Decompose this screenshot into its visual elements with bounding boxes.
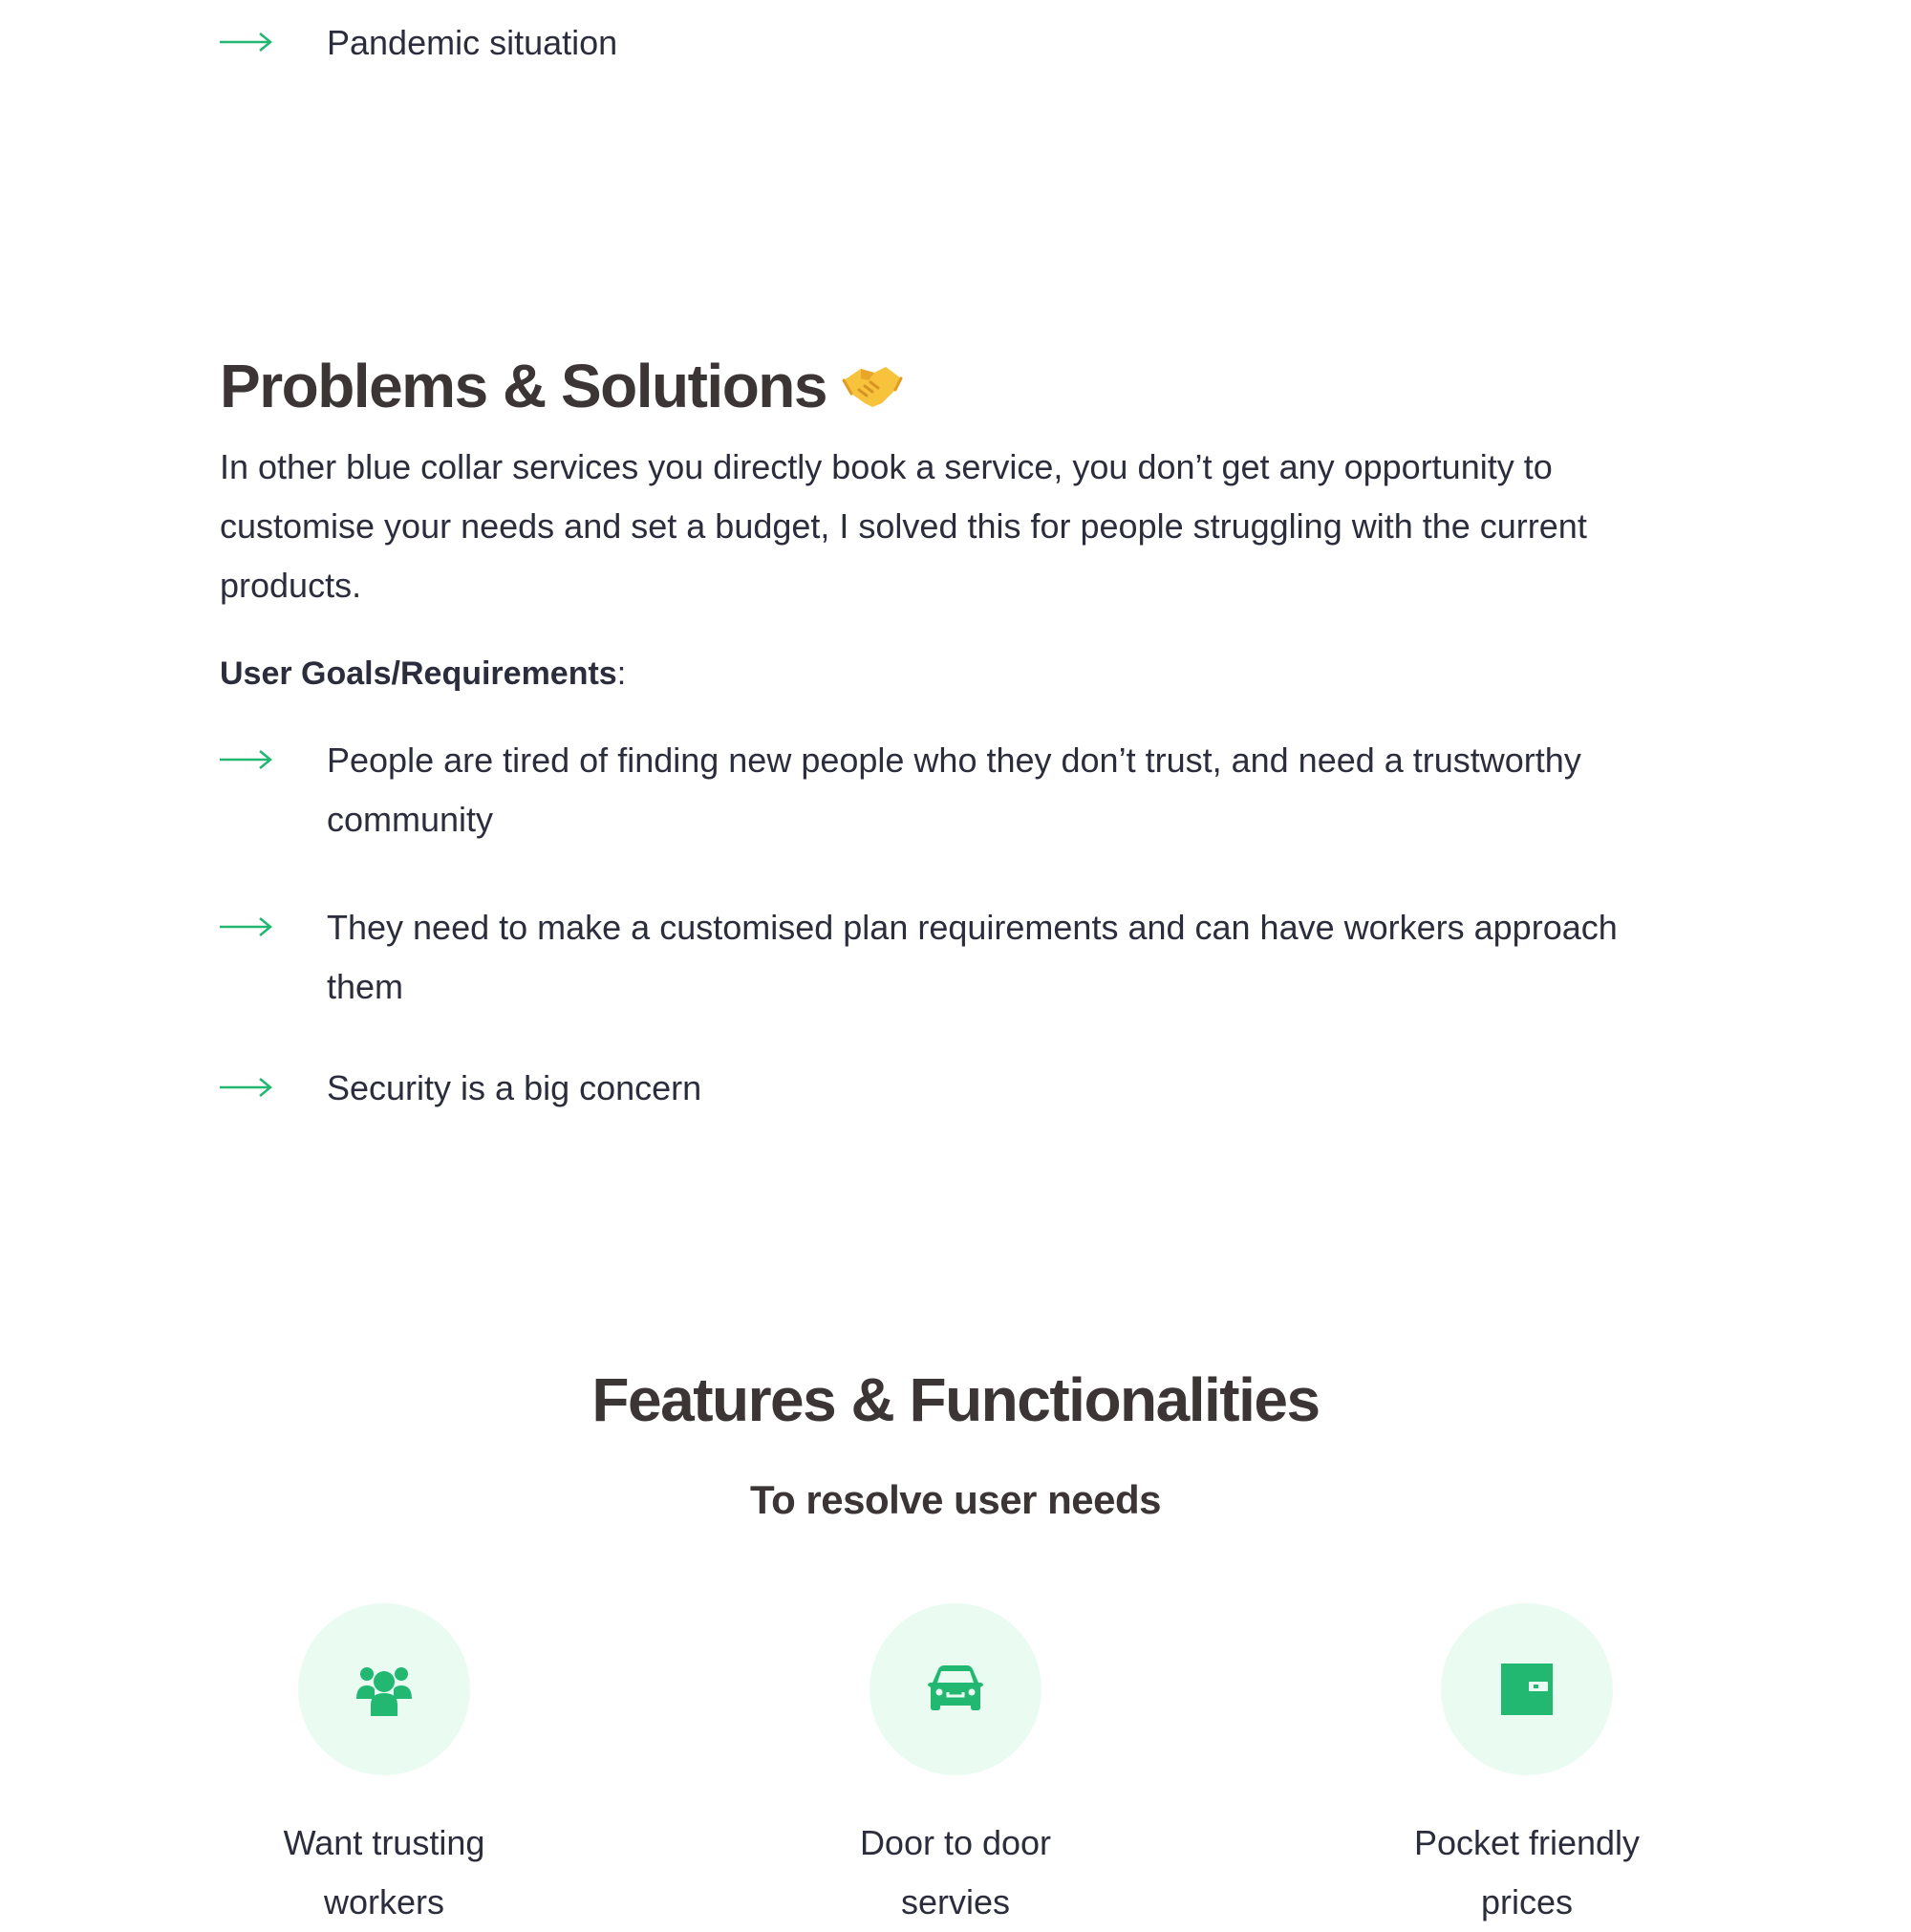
list-item-text: Security is a big concern: [327, 1068, 702, 1107]
problems-intro: In other blue collar services you directly book a service, you don’t get any opportunity to customise your needs and set a budget, I solved this for people struggling with the current products.: [220, 447, 1587, 605]
right-arrow-icon: [220, 748, 273, 771]
feature-label-line: servies: [900, 1882, 1011, 1921]
feature-icon-circle: [298, 1603, 470, 1775]
features-heading: Features & Functionalities: [591, 1365, 1320, 1434]
feature-label-line: Door to door: [859, 1823, 1052, 1862]
list-item: [220, 13, 1693, 73]
right-arrow-icon: [220, 31, 273, 54]
list-item: [220, 898, 1693, 1017]
list-item-text: Pandemic situation: [327, 23, 618, 62]
list-item: [220, 1059, 1693, 1118]
feature-icon-circle: [1441, 1603, 1613, 1775]
handshake-icon: [840, 361, 905, 411]
feature-label: [784, 1814, 1127, 1932]
feature-card-door-to-door: [784, 1603, 1127, 1932]
feature-label-line: workers: [323, 1882, 445, 1921]
goals-label-bold: User Goals/Requirements: [220, 655, 617, 692]
right-arrow-icon: [220, 1076, 273, 1099]
wallet-icon: [1500, 1663, 1554, 1716]
car-icon: [927, 1664, 984, 1715]
problems-title: Problems & Solutions: [220, 352, 827, 420]
feature-label-line: Want trusting: [283, 1823, 485, 1862]
feature-card-pocket-friendly: [1355, 1603, 1699, 1932]
feature-label: [1355, 1814, 1699, 1932]
feature-label-line: Pocket friendly: [1413, 1823, 1641, 1862]
feature-label: [212, 1814, 556, 1932]
problems-heading: [220, 344, 905, 428]
goals-label-suffix: :: [616, 655, 627, 692]
right-arrow-icon: [220, 915, 273, 938]
list-item: [220, 731, 1693, 849]
goals-label: [220, 650, 626, 698]
feature-label-line: prices: [1480, 1882, 1574, 1921]
feature-card-trusted-workers: [212, 1603, 556, 1932]
features-subtitle: To resolve user needs: [750, 1477, 1161, 1522]
feature-icon-circle: [870, 1603, 1041, 1775]
list-item-text: They need to make a customised plan requirements and can have workers approach them: [327, 908, 1618, 1006]
users-group-icon: [355, 1663, 413, 1716]
list-item-text: People are tired of finding new people who they don’t trust, and need a trustworthy community: [327, 741, 1581, 839]
